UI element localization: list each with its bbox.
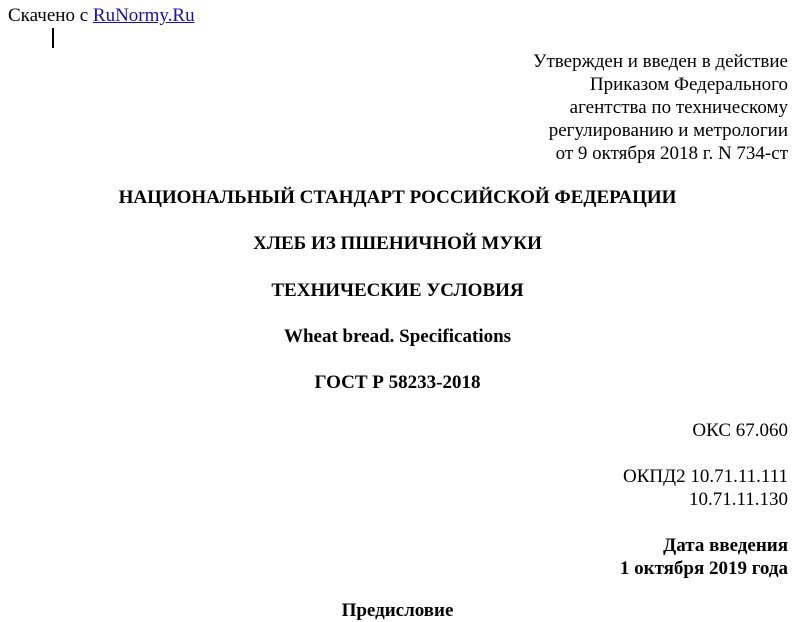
- approval-line: Утвержден и введен в действие: [533, 51, 788, 72]
- okpd-code-line2: 10.71.11.130: [688, 489, 788, 510]
- okpd-block: [623, 465, 788, 511]
- standard-subtitle: ТЕХНИЧЕСКИЕ УСЛОВИЯ: [271, 280, 524, 301]
- approval-line: регулированию и метрологии: [548, 120, 788, 141]
- okpd-code-line1: ОКПД2 10.71.11.111: [623, 466, 788, 487]
- standard-heading: НАЦИОНАЛЬНЫЙ СТАНДАРТ РОССИЙСКОЙ ФЕДЕРАЦИИ: [118, 187, 677, 208]
- introduction-date-value: 1 октября 2019 года: [619, 558, 788, 579]
- text-cursor: [52, 28, 54, 48]
- introduction-date-block: [620, 534, 788, 580]
- source-line: [8, 5, 195, 27]
- oks-code: ОКС 67.060: [692, 420, 788, 441]
- standard-title: ХЛЕБ ИЗ ПШЕНИЧНОЙ МУКИ: [253, 233, 542, 254]
- standard-code: ГОСТ Р 58233-2018: [314, 372, 481, 393]
- source-prefix: Скачено с: [8, 5, 93, 26]
- introduction-date-label: Дата введения: [663, 535, 788, 556]
- approval-line: Приказом Федерального: [589, 74, 788, 95]
- approval-block: [533, 50, 788, 165]
- english-title: Wheat bread. Specifications: [283, 326, 512, 347]
- source-link[interactable]: RuNormy.Ru: [92, 5, 195, 26]
- approval-line: агентства по техническому: [569, 97, 788, 118]
- preface-heading: Предисловие: [341, 600, 454, 621]
- approval-line: от 9 октября 2018 г. N 734-ст: [555, 143, 788, 164]
